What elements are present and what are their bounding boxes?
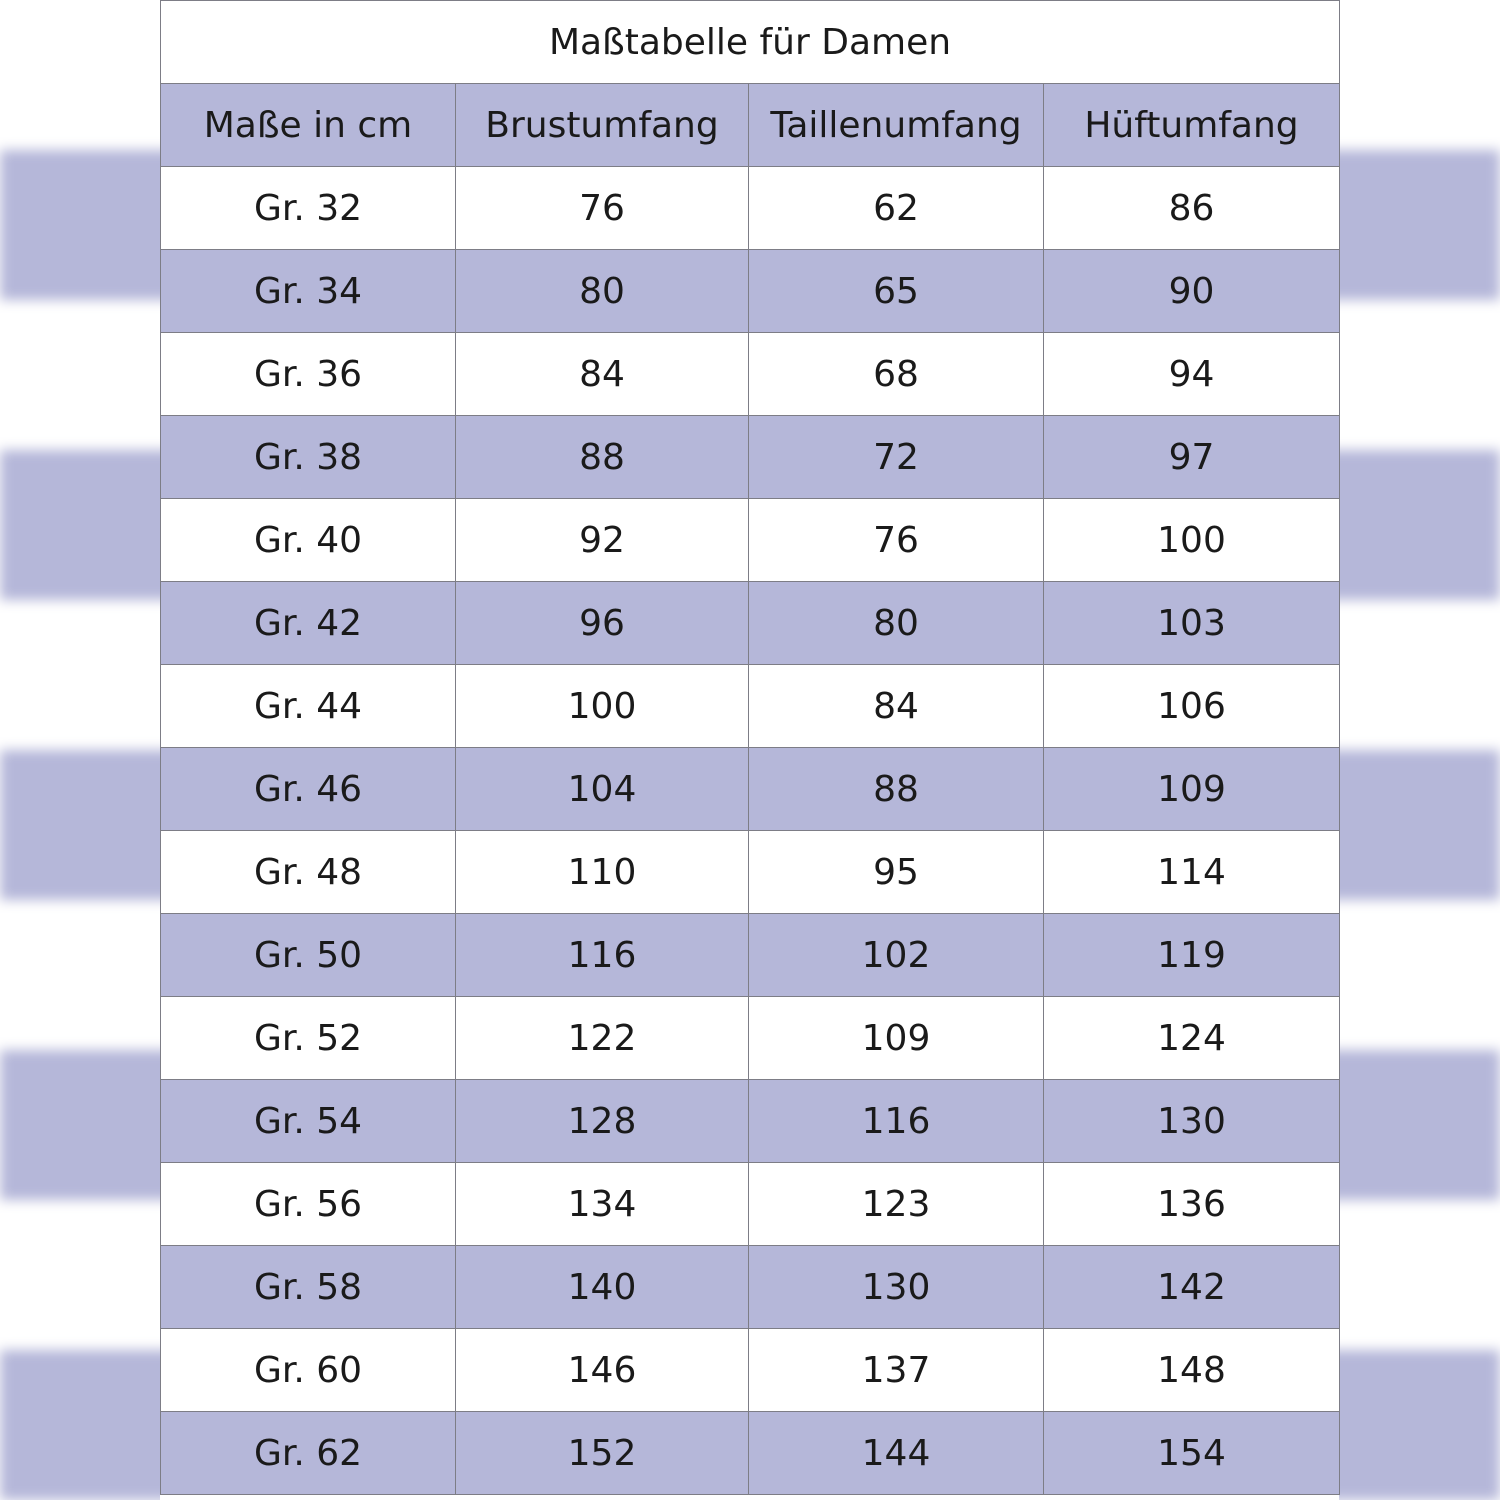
header-waist: Taillenumfang: [749, 84, 1044, 167]
waist-cell: 144: [749, 1412, 1044, 1495]
table-row: [161, 416, 1340, 499]
hip-cell: 106: [1044, 665, 1340, 748]
table-row: [161, 1412, 1340, 1495]
table-row: [161, 250, 1340, 333]
table-row: [161, 1246, 1340, 1329]
table-row: [161, 748, 1340, 831]
bust-cell: 134: [456, 1163, 749, 1246]
hip-cell: 86: [1044, 167, 1340, 250]
waist-cell: 68: [749, 333, 1044, 416]
size-cell: Gr. 58: [161, 1246, 456, 1329]
size-cell: Gr. 34: [161, 250, 456, 333]
size-cell: Gr. 50: [161, 914, 456, 997]
size-table: [160, 0, 1340, 1495]
size-cell: Gr. 62: [161, 1412, 456, 1495]
waist-cell: 80: [749, 582, 1044, 665]
waist-cell: 76: [749, 499, 1044, 582]
bust-cell: 92: [456, 499, 749, 582]
bust-cell: 76: [456, 167, 749, 250]
table-row: [161, 831, 1340, 914]
bust-cell: 152: [456, 1412, 749, 1495]
waist-cell: 88: [749, 748, 1044, 831]
waist-cell: 116: [749, 1080, 1044, 1163]
hip-cell: 114: [1044, 831, 1340, 914]
hip-cell: 142: [1044, 1246, 1340, 1329]
bust-cell: 88: [456, 416, 749, 499]
waist-cell: 102: [749, 914, 1044, 997]
bust-cell: 146: [456, 1329, 749, 1412]
size-cell: Gr. 38: [161, 416, 456, 499]
bust-cell: 100: [456, 665, 749, 748]
hip-cell: 90: [1044, 250, 1340, 333]
waist-cell: 123: [749, 1163, 1044, 1246]
table-row: [161, 1329, 1340, 1412]
table-row: [161, 499, 1340, 582]
bust-cell: 116: [456, 914, 749, 997]
size-cell: Gr. 36: [161, 333, 456, 416]
table-title: Maßtabelle für Damen: [161, 1, 1340, 84]
waist-cell: 84: [749, 665, 1044, 748]
hip-cell: 109: [1044, 748, 1340, 831]
size-cell: Gr. 52: [161, 997, 456, 1080]
size-cell: Gr. 46: [161, 748, 456, 831]
table-row: [161, 1163, 1340, 1246]
waist-cell: 130: [749, 1246, 1044, 1329]
hip-cell: 119: [1044, 914, 1340, 997]
size-cell: Gr. 48: [161, 831, 456, 914]
header-size: Maße in cm: [161, 84, 456, 167]
size-cell: Gr. 56: [161, 1163, 456, 1246]
hip-cell: 100: [1044, 499, 1340, 582]
hip-cell: 124: [1044, 997, 1340, 1080]
hip-cell: 154: [1044, 1412, 1340, 1495]
header-hip: Hüftumfang: [1044, 84, 1340, 167]
table-row: [161, 997, 1340, 1080]
size-chart-sheet: [160, 0, 1339, 1500]
header-row: [161, 84, 1340, 167]
waist-cell: 137: [749, 1329, 1044, 1412]
bust-cell: 96: [456, 582, 749, 665]
hip-cell: 148: [1044, 1329, 1340, 1412]
size-cell: Gr. 42: [161, 582, 456, 665]
waist-cell: 72: [749, 416, 1044, 499]
table-row: [161, 167, 1340, 250]
bust-cell: 140: [456, 1246, 749, 1329]
bust-cell: 128: [456, 1080, 749, 1163]
table-row: [161, 333, 1340, 416]
size-cell: Gr. 54: [161, 1080, 456, 1163]
size-cell: Gr. 40: [161, 499, 456, 582]
hip-cell: 130: [1044, 1080, 1340, 1163]
size-cell: Gr. 44: [161, 665, 456, 748]
title-row: [161, 1, 1340, 84]
waist-cell: 62: [749, 167, 1044, 250]
table-row: [161, 665, 1340, 748]
waist-cell: 109: [749, 997, 1044, 1080]
size-cell: Gr. 32: [161, 167, 456, 250]
bust-cell: 122: [456, 997, 749, 1080]
header-bust: Brustumfang: [456, 84, 749, 167]
hip-cell: 97: [1044, 416, 1340, 499]
hip-cell: 94: [1044, 333, 1340, 416]
bust-cell: 104: [456, 748, 749, 831]
table-row: [161, 582, 1340, 665]
hip-cell: 103: [1044, 582, 1340, 665]
hip-cell: 136: [1044, 1163, 1340, 1246]
size-cell: Gr. 60: [161, 1329, 456, 1412]
bust-cell: 110: [456, 831, 749, 914]
waist-cell: 95: [749, 831, 1044, 914]
waist-cell: 65: [749, 250, 1044, 333]
table-row: [161, 914, 1340, 997]
bust-cell: 80: [456, 250, 749, 333]
bust-cell: 84: [456, 333, 749, 416]
table-row: [161, 1080, 1340, 1163]
